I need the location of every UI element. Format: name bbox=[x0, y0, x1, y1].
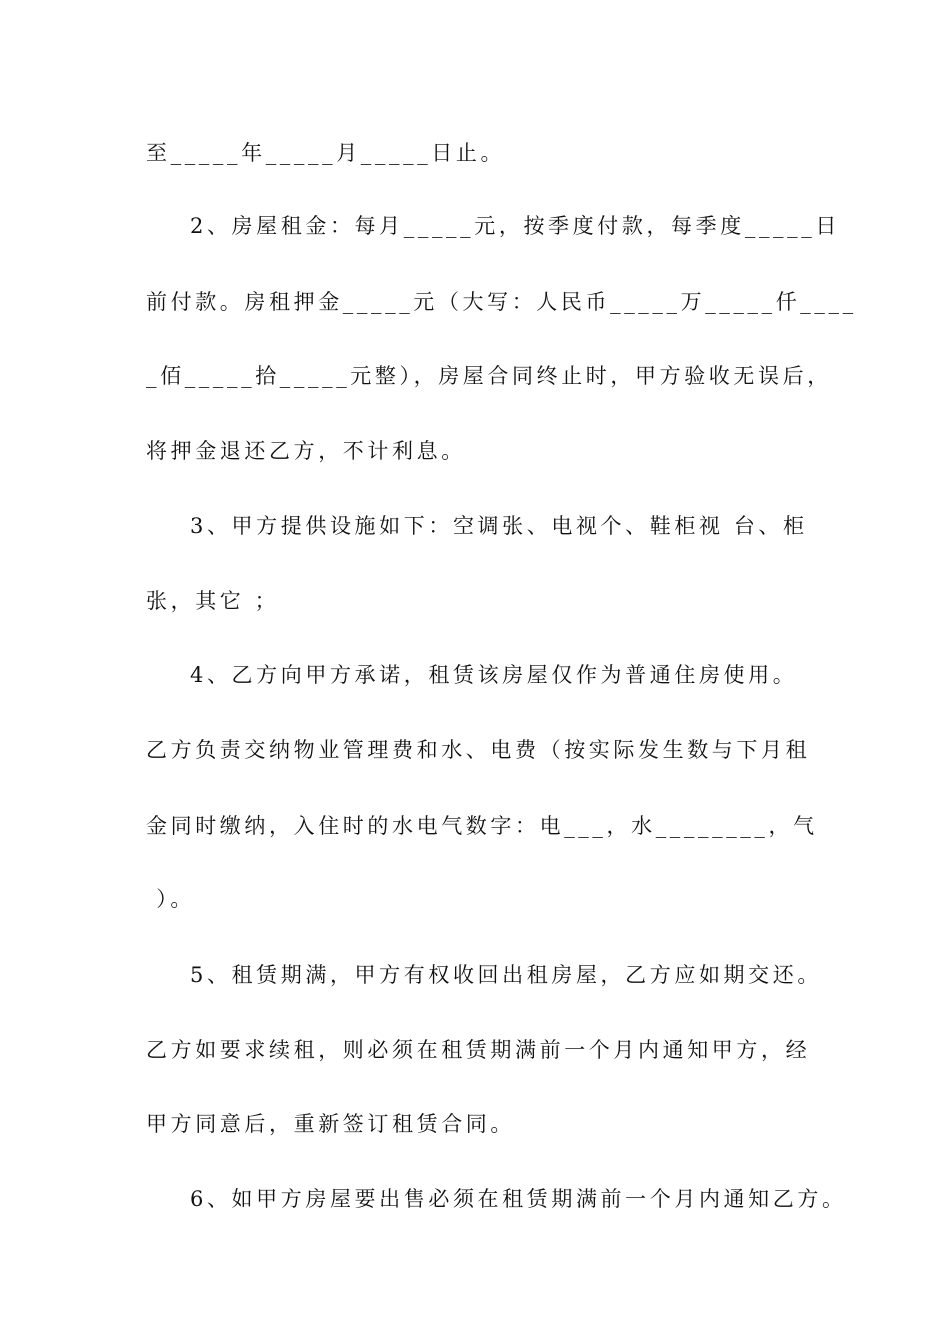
clause-6-line-1: 6、如甲方房屋要出售必须在租赁期满前一个月内通知乙方。 bbox=[190, 1187, 847, 1211]
clause-2-line-4: 将押金退还乙方，不计利息。 bbox=[146, 439, 466, 463]
clause-5-line-3: 甲方同意后，重新签订租赁合同。 bbox=[146, 1112, 515, 1136]
clause-2-line-1: 2、房屋租金：每月_____元，按季度付款，每季度_____日 bbox=[190, 214, 840, 238]
text-line-term-end: 至_____年_____月_____日止。 bbox=[146, 141, 506, 165]
clause-3-line-2: 张，其它 ； bbox=[146, 589, 280, 613]
clause-4-line-2: 乙方负责交纳物业管理费和水、电费（按实际发生数与下月租 bbox=[146, 738, 811, 762]
clause-4-line-3: 金同时缴纳，入住时的水电气数字：电___，水________，气 bbox=[146, 814, 818, 838]
clause-2-line-2: 前付款。房租押金_____元（大写：人民币_____万_____仟____ bbox=[146, 290, 857, 314]
clause-5-line-1: 5、租赁期满，甲方有权收回出租房屋，乙方应如期交还。 bbox=[190, 963, 822, 987]
clause-3-line-1: 3、甲方提供设施如下：空调张、电视个、鞋柜视 台、柜 bbox=[190, 514, 808, 538]
clause-2-line-3: _佰_____拾_____元整），房屋合同终止时，甲方验收无误后， bbox=[146, 364, 832, 388]
clause-5-line-2: 乙方如要求续租，则必须在租赁期满前一个月内通知甲方，经 bbox=[146, 1038, 811, 1062]
clause-4-line-1: 4、乙方向甲方承诺，租赁该房屋仅作为普通住房使用。 bbox=[190, 663, 798, 687]
clause-4-line-4: ）。 bbox=[146, 887, 195, 911]
